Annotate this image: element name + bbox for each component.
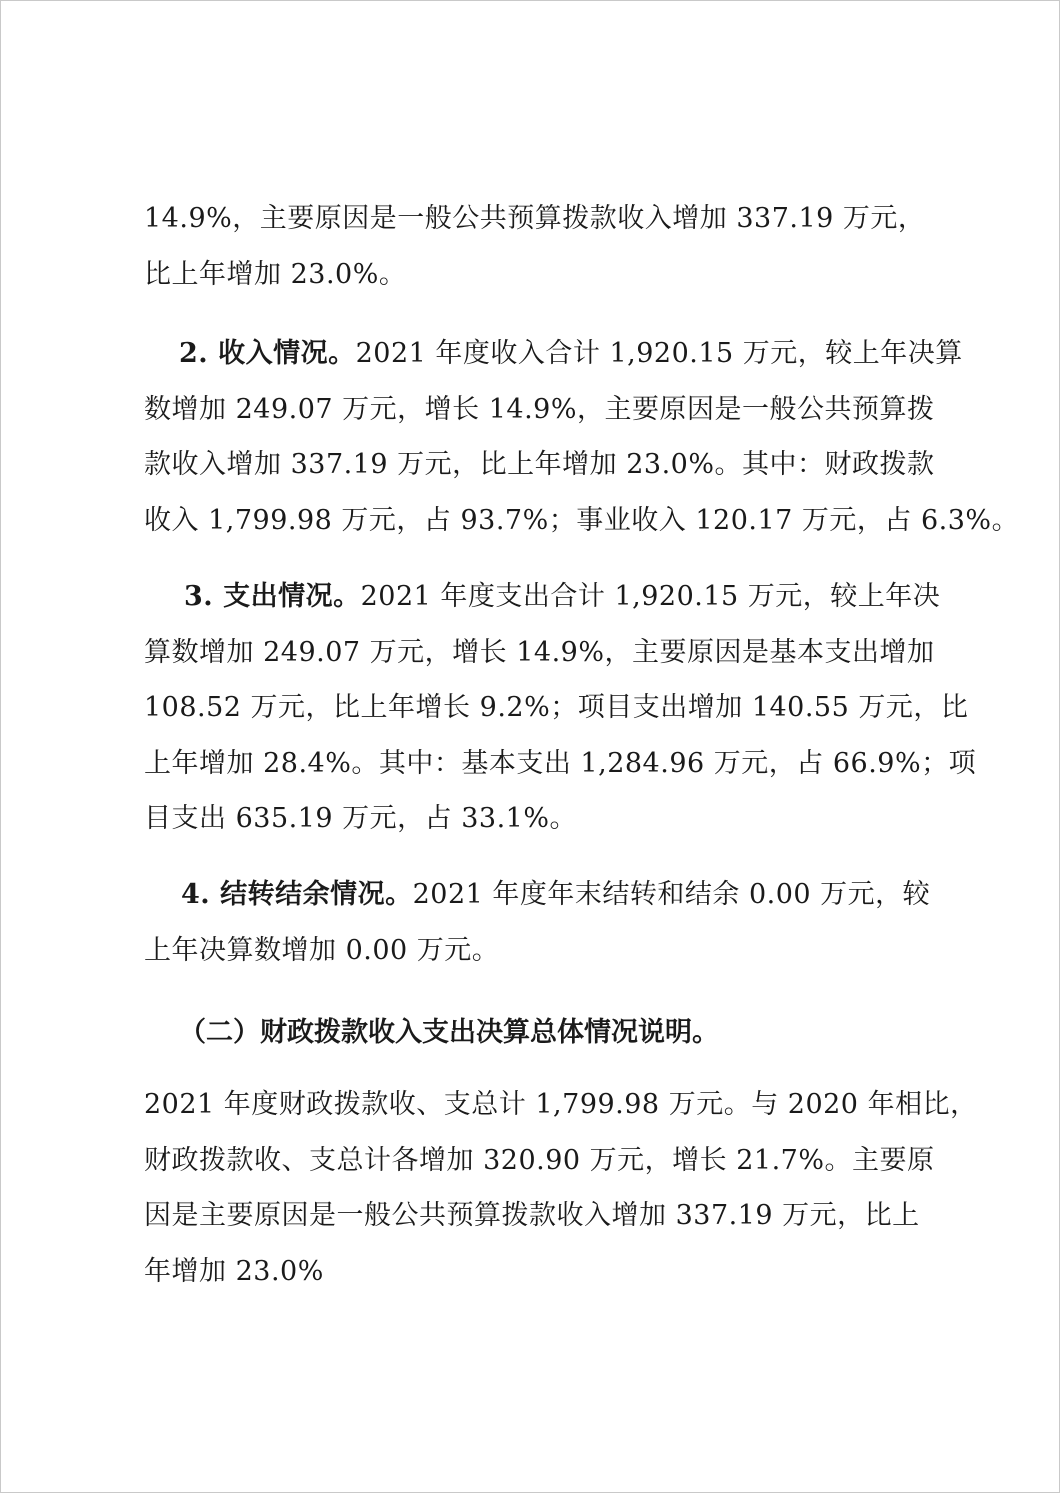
text-run: 2021 年度收入合计 1,920.15 万元，较上年决算 [355,338,963,369]
text-line [144,326,963,382]
paragraph-heading: 2. 收入情况。 [179,338,356,369]
text-line [144,569,944,625]
text-line: 目支出 635.19 万元，占 33.1%。 [144,803,577,834]
paragraph-heading: 3. 支出情况。 [184,581,361,612]
text-line: 算数增加 249.07 万元，增长 14.9%，主要原因是基本支出增加 [144,636,935,668]
text-line: 数增加 249.07 万元，增长 14.9%，主要原因是一般公共预算拨 [144,393,935,425]
text-line: 上年决算数增加 0.00 万元。 [144,934,500,966]
paragraph-expenditure [144,569,977,847]
text-run: 2021 年度年末结转和结余 0.00 万元，较 [412,879,931,910]
paragraph-carryover [144,867,944,978]
text-line: 2021 年度财政拨款收、支总计 1,799.98 万元。与 2020 年相比， [144,1089,978,1120]
text-line: 108.52 万元，比上年增长 9.2%；项目支出增加 140.55 万元，比 [144,692,969,723]
text-line: 财政拨款收、支总计各增加 320.90 万元，增长 21.7%。主要原 [144,1144,935,1176]
paragraph-heading: 4. 结转结余情况。 [181,879,413,910]
paragraph-continuation [144,191,944,302]
text-line: 年增加 23.0% [144,1255,324,1287]
text-line [144,867,944,923]
text-line: 14.9%，主要原因是一般公共预算拨款收入增加 337.19 万元， [144,203,926,234]
text-line: 因是主要原因是一般公共预算拨款收入增加 337.19 万元，比上 [144,1200,920,1231]
text-line: 上年增加 28.4%。其中：基本支出 1,284.96 万元，占 66.9%；项 [144,747,977,779]
text-line: 收入 1,799.98 万元，占 93.7%；事业收入 120.17 万元，占 6.3%。 [144,504,1020,536]
section-title: （二）财政拨款收入支出决算总体情况说明。 [179,1017,719,1048]
paragraph-fiscal-summary [144,1077,978,1299]
text-line: 款收入增加 337.19 万元，比上年增加 23.0%。其中：财政拨款 [144,449,935,480]
text-line: 比上年增加 23.0%。 [144,258,407,290]
paragraph-income [144,326,1020,548]
text-run: 2021 年度支出合计 1,920.15 万元，较上年决 [360,581,941,612]
